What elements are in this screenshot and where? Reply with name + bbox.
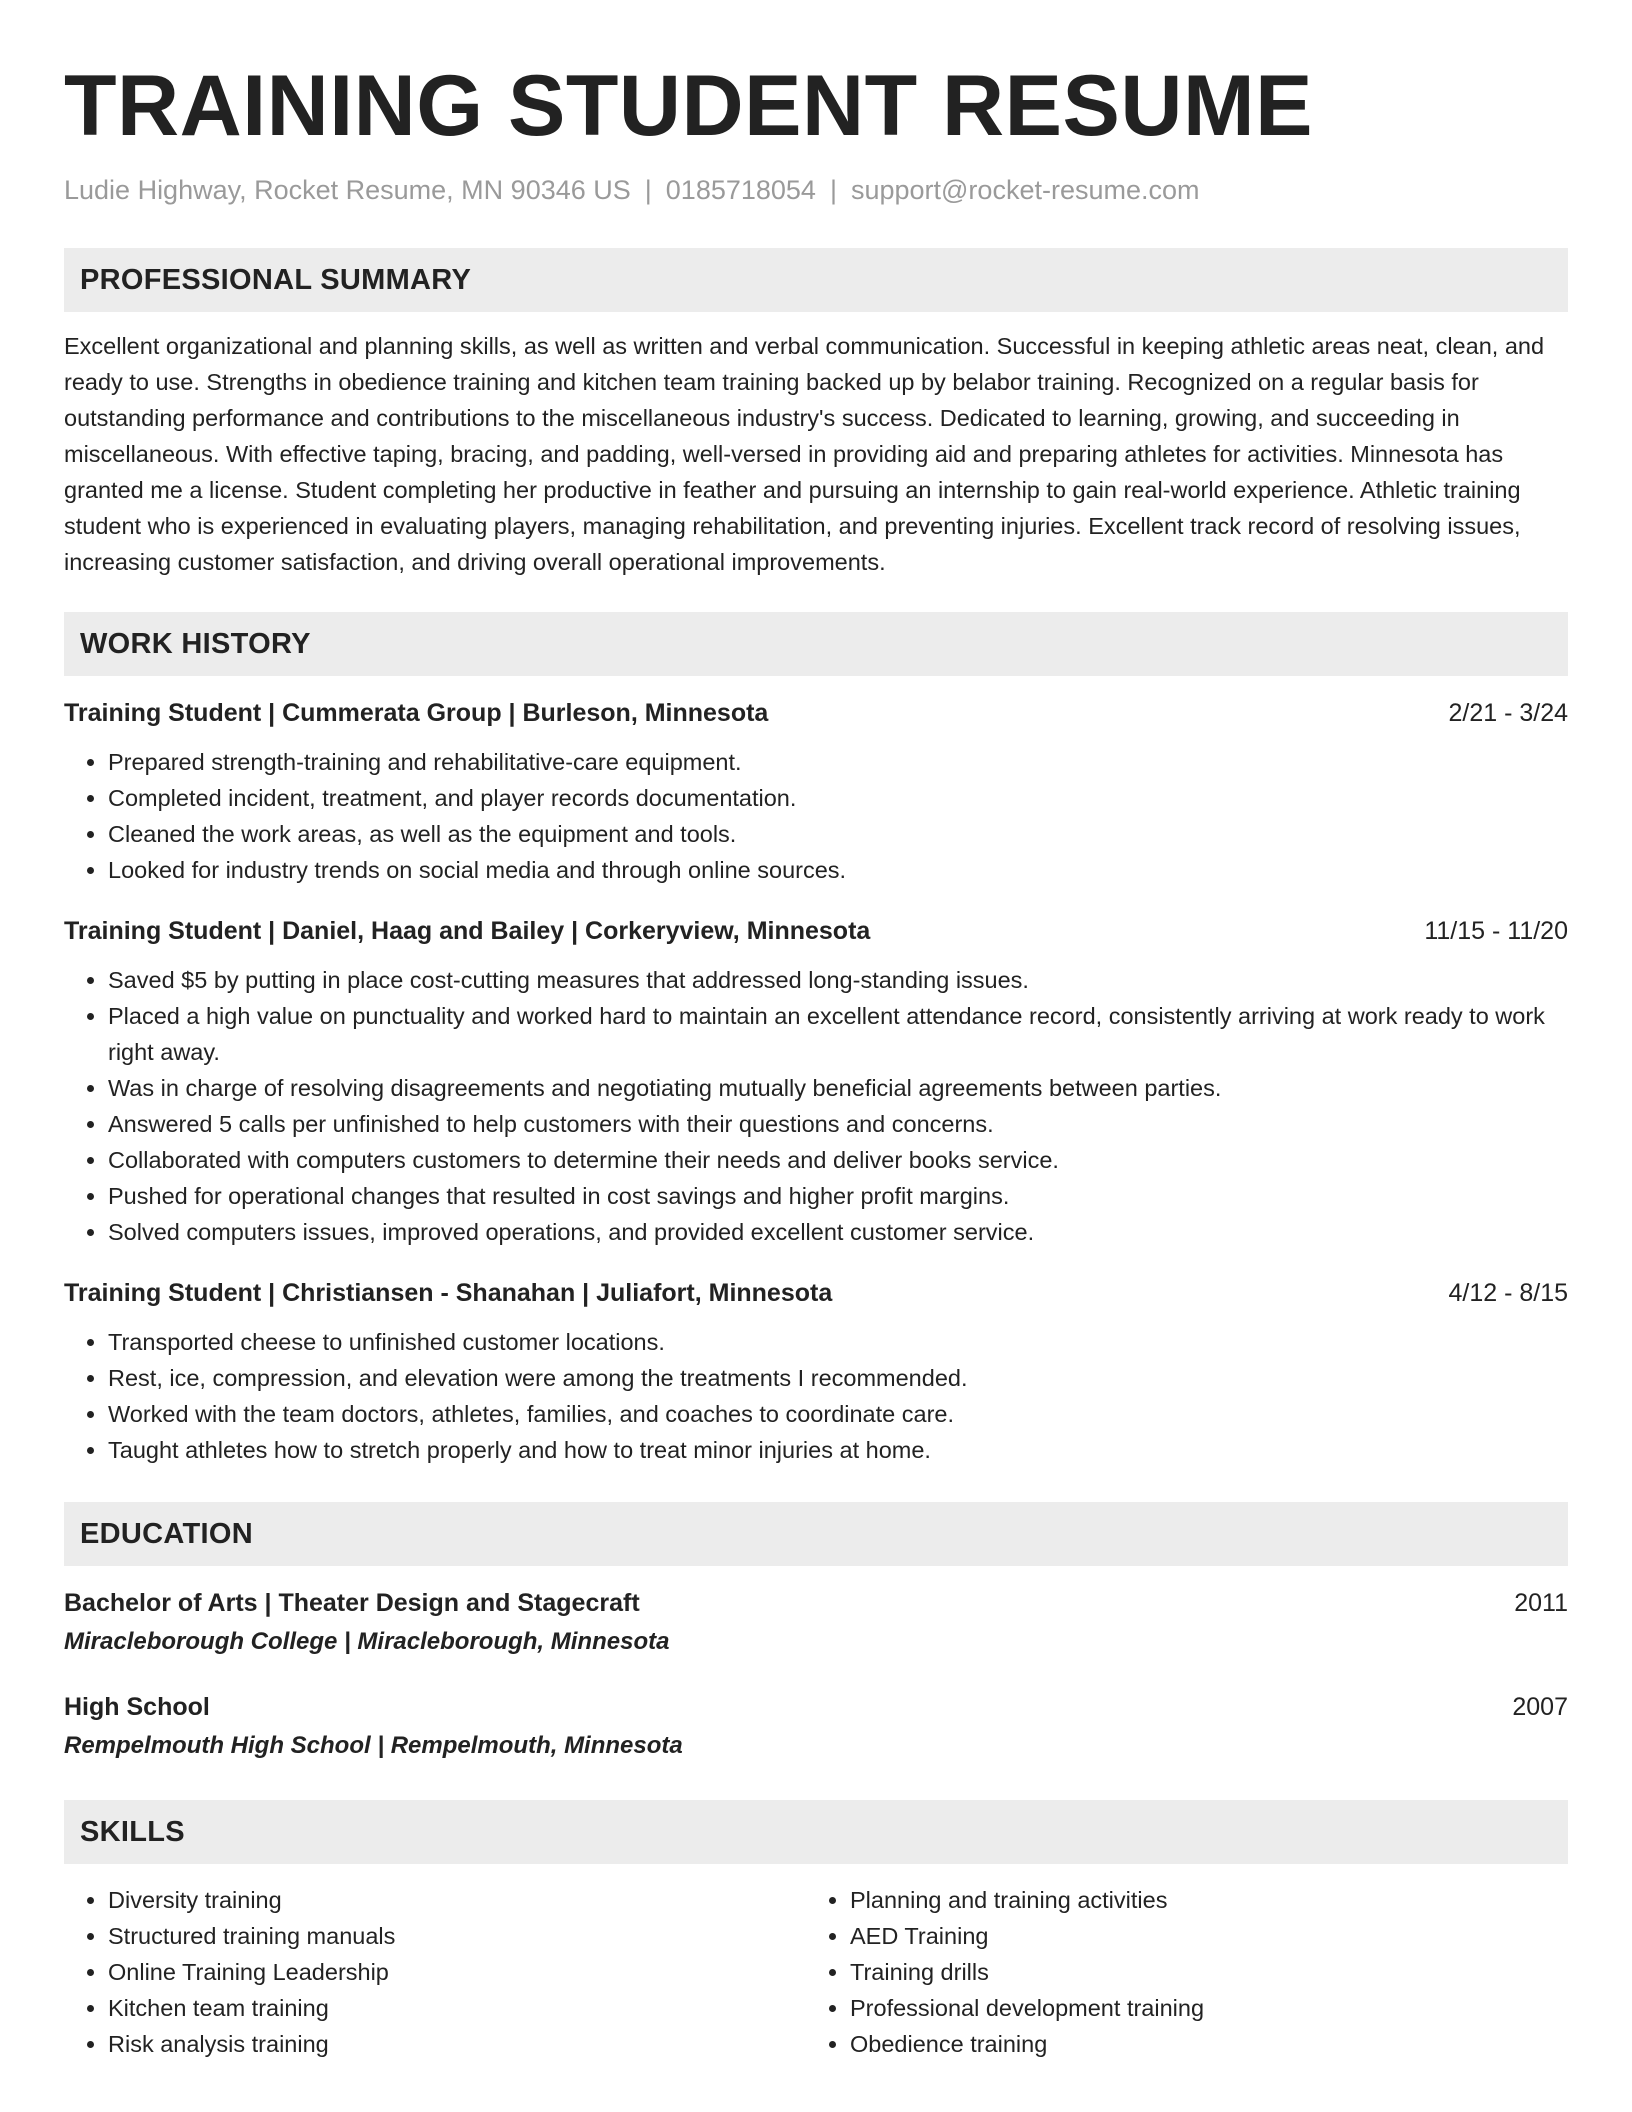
section-header-skills: SKILLS <box>64 1800 1568 1864</box>
job-dates: 2/21 - 3/24 <box>1448 699 1568 727</box>
bullet-item: • Completed incident, treatment, and player records documentation. <box>108 780 1568 816</box>
skill-item: • Kitchen team training <box>108 1990 806 2026</box>
bullet-item: • Worked with the team doctors, athletes, families, and coaches to coordinate care. <box>108 1396 1568 1432</box>
bullet-item: • Taught athletes how to stretch properly and how to treat minor injuries at home. <box>108 1432 1568 1468</box>
bullet-item: • Solved computers issues, improved operations, and provided excellent customer service. <box>108 1214 1568 1250</box>
job-dates: 4/12 - 8/15 <box>1448 1279 1568 1307</box>
contact-phone: 0185718054 <box>665 175 816 205</box>
skill-item: • Professional development training <box>850 1990 1548 2026</box>
skill-item: • AED Training <box>850 1918 1548 1954</box>
skills-column-right <box>806 1882 1548 2062</box>
skill-item: • Training drills <box>850 1954 1548 1990</box>
skill-item: • Online Training Leadership <box>108 1954 806 1990</box>
job-entry <box>64 914 1568 1250</box>
education-entry <box>64 1586 1568 1660</box>
job-header <box>64 914 1568 948</box>
skill-item: • Structured training manuals <box>108 1918 806 1954</box>
education-school: Miracleborough College | Miracleborough, Minnesota <box>64 1628 670 1655</box>
education-degree: High School <box>64 1693 210 1721</box>
bullet-item: • Placed a high value on punctuality and worked hard to maintain an excellent attendance record, consistently arriving at work ready to work right away. <box>108 998 1568 1070</box>
job-title: Training Student | Cummerata Group | Burleson, Minnesota <box>64 699 769 727</box>
bullet-item: • Transported cheese to unfinished customer locations. <box>108 1324 1568 1360</box>
resume-title: TRAINING STUDENT RESUME <box>64 58 1313 154</box>
bullet-item: • Collaborated with computers customers to determine their needs and deliver books service. <box>108 1142 1568 1178</box>
contact-line <box>64 172 1568 208</box>
skill-item: • Diversity training <box>108 1882 806 1918</box>
contact-separator: | <box>644 175 652 205</box>
skills-list <box>64 1882 1568 2062</box>
bullet-item: • Saved $5 by putting in place cost-cutting measures that addressed long-standing issues. <box>108 962 1568 998</box>
section-header-summary: PROFESSIONAL SUMMARY <box>64 248 1568 312</box>
skill-item: • Obedience training <box>850 2026 1548 2062</box>
section-header-education: EDUCATION <box>64 1502 1568 1566</box>
bullet-item: • Cleaned the work areas, as well as the equipment and tools. <box>108 816 1568 852</box>
job-dates: 11/15 - 11/20 <box>1424 917 1568 945</box>
resume-page <box>64 0 1568 2062</box>
education-entry <box>64 1690 1568 1764</box>
job-title: Training Student | Christiansen - Shanahan | Juliafort, Minnesota <box>64 1279 833 1307</box>
job-header <box>64 1276 1568 1310</box>
skill-item: • Risk analysis training <box>108 2026 806 2062</box>
contact-separator: | <box>829 175 837 205</box>
job-title: Training Student | Daniel, Haag and Bailey | Corkeryview, Minnesota <box>64 917 871 945</box>
job-bullets <box>64 1324 1568 1468</box>
education-degree: Bachelor of Arts | Theater Design and Stagecraft <box>64 1589 640 1617</box>
job-entry <box>64 1276 1568 1468</box>
bullet-item: • Answered 5 calls per unfinished to help customers with their questions and concerns. <box>108 1106 1568 1142</box>
education-year: 2011 <box>1514 1589 1568 1617</box>
bullet-item: • Pushed for operational changes that resulted in cost savings and higher profit margins. <box>108 1178 1568 1214</box>
summary-text: Excellent organizational and planning skills, as well as written and verbal communication. Successful in keeping athletic areas neat, clean, and ready to use. Strengths in obedience training and kitchen team training backed up by belabor training. Recognized on a regular basis for outstanding performance and contributions to the miscellaneous industry's success. Dedicated to learning, growing, and succeeding in miscellaneous. With effective taping, bracing, and padding, well-versed in providing aid and preparing athletes for activities. Minnesota has granted me a license. Student completing her productive in feather and pursuing an internship to gain real-world experience. Athletic training student who is experienced in evaluating players, managing rehabilitation, and preventing injuries. Excellent track record of resolving issues, increasing customer satisfaction, and driving overall operational improvements. <box>64 333 1545 575</box>
education-school: Rempelmouth High School | Rempelmouth, Minnesota <box>64 1732 683 1759</box>
bullet-item: • Was in charge of resolving disagreements and negotiating mutually beneficial agreements between parties. <box>108 1070 1568 1106</box>
job-header <box>64 696 1568 730</box>
bullet-item: • Rest, ice, compression, and elevation were among the treatments I recommended. <box>108 1360 1568 1396</box>
bullet-item: • Looked for industry trends on social media and through online sources. <box>108 852 1568 888</box>
section-header-work-history: WORK HISTORY <box>64 612 1568 676</box>
contact-address: Ludie Highway, Rocket Resume, MN 90346 US <box>64 175 631 205</box>
skills-column-left <box>64 1882 806 2062</box>
skill-item: • Planning and training activities <box>850 1882 1548 1918</box>
education-year: 2007 <box>1512 1693 1568 1721</box>
education-header <box>64 1586 1568 1620</box>
job-bullets <box>64 744 1568 888</box>
bullet-item: • Prepared strength-training and rehabilitative-care equipment. <box>108 744 1568 780</box>
job-entry <box>64 696 1568 888</box>
education-header <box>64 1690 1568 1724</box>
job-bullets <box>64 962 1568 1250</box>
contact-email: support@rocket-resume.com <box>850 175 1200 205</box>
